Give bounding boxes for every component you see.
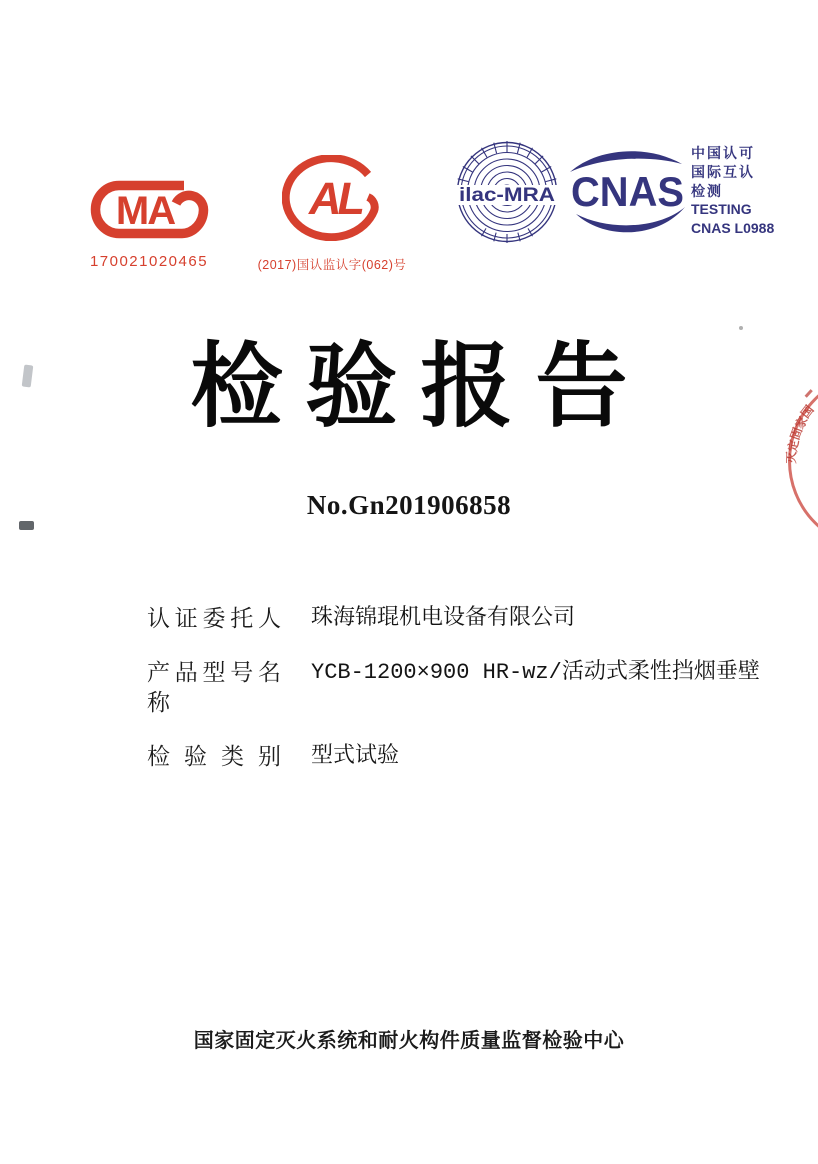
scan-speck xyxy=(739,326,743,330)
cma-letters: MA xyxy=(115,189,174,233)
field-value: YCB-1200×900 HR-wz/活动式柔性挡烟垂壁 xyxy=(311,660,760,685)
cnas-side-line: 中国认可 xyxy=(691,145,755,161)
field-label: 认证委托人 xyxy=(147,606,281,631)
field-row-applicant xyxy=(147,604,760,634)
al-letters: AL xyxy=(308,173,361,224)
cnas-mark-block xyxy=(569,146,686,242)
seal-char: 灭 xyxy=(784,451,799,464)
report-number: No.Gn201906858 xyxy=(306,490,512,520)
cnas-logo-icon xyxy=(569,146,686,237)
ilac-mra-label: ilac-MRA xyxy=(459,185,556,206)
scan-smudge xyxy=(19,521,34,530)
page-title: 检验报告 xyxy=(190,336,651,438)
issuing-centre: 国家固定灭火系统和耐火构件质量监督检验中心 xyxy=(193,1030,625,1052)
cma-code: 170021020465 xyxy=(89,253,209,270)
cnas-side-line: 国际互认 xyxy=(691,163,755,180)
field-value: 型式试验 xyxy=(311,744,400,769)
field-label: 产品型号名称 xyxy=(147,660,281,715)
field-row-test-category xyxy=(147,742,760,772)
cnas-side-line: 检测 xyxy=(691,182,723,199)
ilac-mra-logo-icon xyxy=(457,139,557,245)
ilac-mra-block xyxy=(457,139,557,250)
seal-char: 家 xyxy=(792,414,811,432)
cma-mark-block xyxy=(85,176,213,270)
cnas-side-line: CNAS L0988 xyxy=(691,220,775,237)
al-caption: (2017)国认监认字(062)号 xyxy=(257,258,407,272)
al-mark-block xyxy=(251,155,413,273)
cnas-side-line: TESTING xyxy=(691,201,752,218)
field-label: 检验类别 xyxy=(147,744,281,769)
cma-logo-icon xyxy=(88,176,211,243)
field-value: 珠海锦琨机电设备有限公司 xyxy=(311,606,576,631)
al-logo-icon xyxy=(282,155,383,241)
cnas-wordmark: CNAS xyxy=(571,168,684,215)
seal-char: 定 xyxy=(785,438,802,453)
field-row-product-model xyxy=(147,658,760,718)
report-fields xyxy=(147,604,760,796)
seal-char: 国 xyxy=(798,402,817,421)
cnas-side-text xyxy=(691,144,801,238)
seal-char: 固 xyxy=(787,425,806,442)
